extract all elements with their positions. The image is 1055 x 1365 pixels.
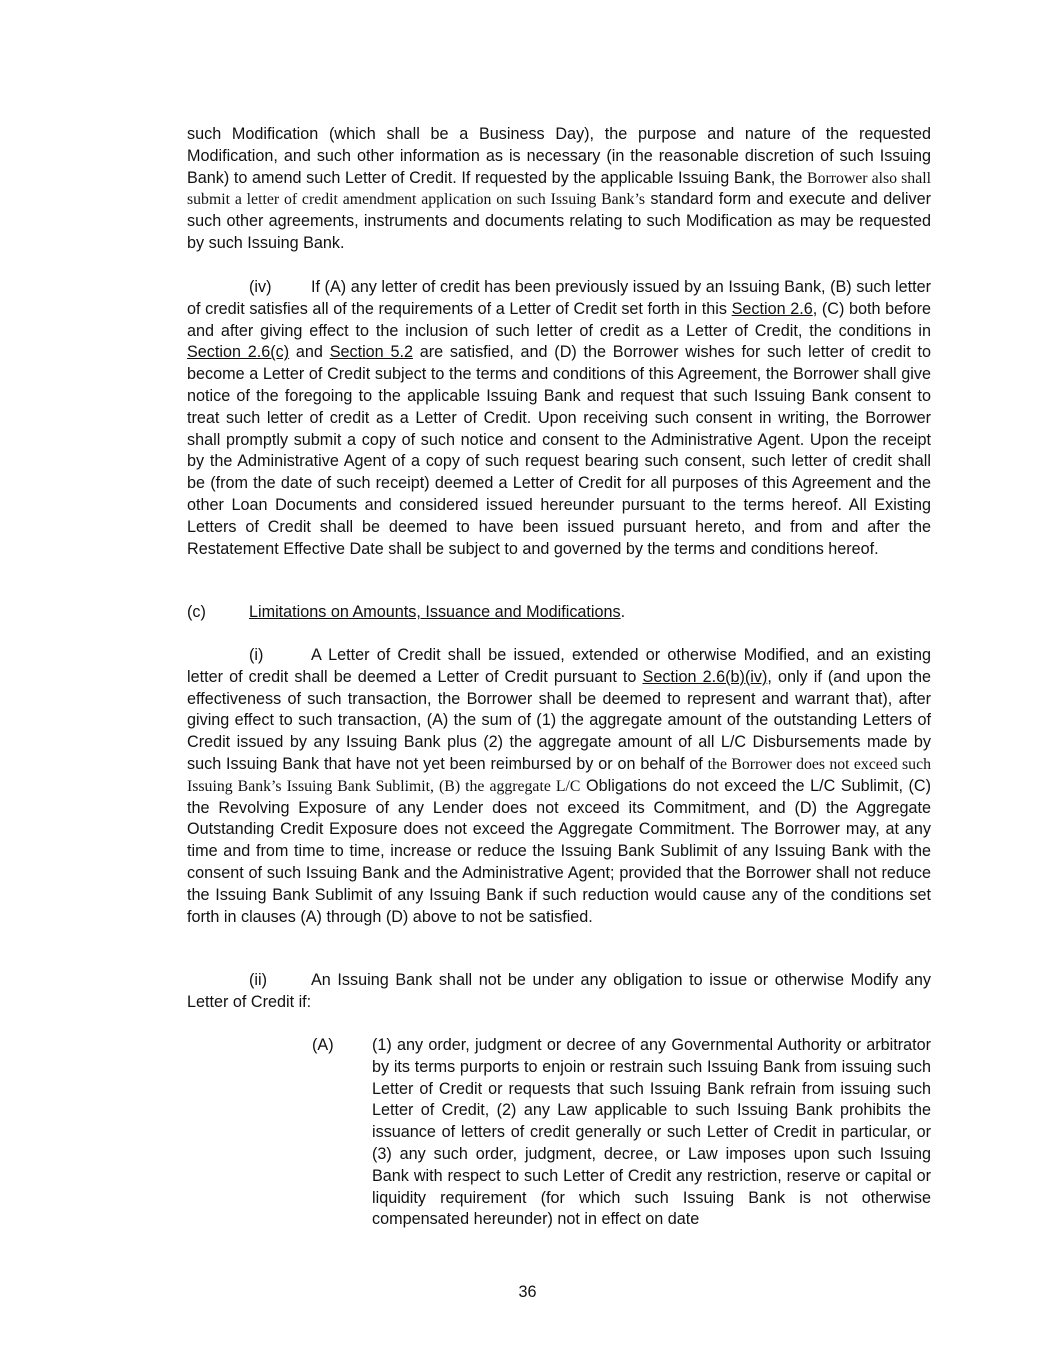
clause-number: (i)	[249, 646, 264, 664]
paragraph-text: standard form and execute and deliver such other agreements, instruments and documents relating to such Modification as may be requested by such Issuing Bank.	[187, 190, 931, 252]
paragraph-text: and	[289, 343, 330, 362]
section-reference: Section 2.6	[731, 299, 813, 318]
subclause-label: (A)	[312, 1036, 334, 1054]
paragraph-ii	[187, 970, 931, 1014]
paragraph-i	[187, 645, 931, 928]
subclause-text: (1) any order, judgment or decree of any Governmental Authority or arbitrator by its terms purports to enjoin or restrain such Issuing Bank from issuing such Letter of Credit or requests that such Issuing Bank refrain from issuing such Letter of Credit, (2) any Law applicable to such Issuing Bank prohibits the issuance of letters of credit generally or such Letter of Credit in particular, or (3) any such order, judgment, decree, or Law imposes upon such Issuing Bank with respect to such Letter of Credit any restriction, reserve or capital or liquidity requirement (for which such Issuing Bank is not otherwise compensated hereunder) not in effect on date	[372, 1036, 931, 1229]
clause-number: (ii)	[249, 971, 267, 989]
paragraph-modification-continued	[187, 124, 931, 255]
paragraph-text-serif: Borrower also shall submit a letter of credit amendment application on such Issuing Bank’s	[187, 169, 931, 209]
paragraph-text: A Letter of Credit shall be issued, extended or otherwise Modified, and an existing letter of credit shall be deemed a Letter of Credit pursuant to	[187, 646, 931, 686]
clause-number: (iv)	[249, 278, 272, 296]
paragraph-iv	[187, 277, 931, 560]
heading-c	[187, 602, 931, 624]
paragraph-text: such Modification (which shall be a Business Day), the purpose and nature of the requested Modification, and such other information as is necessary (in the reasonable discretion of such Issuing Bank) to amend such Letter of Credit. If requested by the applicable Issuing Bank, the	[187, 125, 931, 187]
paragraph-text: , (C) both before and after giving effect to the inclusion of such letter of credit as a Letter of Credit, the conditions in	[187, 299, 931, 340]
heading-punctuation: .	[620, 603, 626, 621]
section-reference: Section 5.2	[329, 343, 413, 362]
paragraph-text: If (A) any letter of credit has been previously issued by an Issuing Bank, (B) such letter of credit satisfies all of the requirements of a Letter of Credit set forth in this	[187, 278, 931, 318]
paragraph-text: are satisfied, and (D) the Borrower wishes for such letter of credit to become a Letter of Credit subject to the terms and conditions of this Agreement, the Borrower shall give notice of the foregoing to the applicable Issuing Bank and request that such Issuing Bank consent to treat such letter of credit as a Letter of Credit. Upon receiving such consent in writing, the Borrower shall promptly submit a copy of such notice and consent to the Administrative Agent. Upon the receipt by the Administrative Agent of a copy of such request bearing such consent, such letter of credit shall be (from the date of such receipt) deemed a Letter of Credit for all purposes of this Agreement and the other Loan Documents and considered issued hereunder pursuant to the terms hereof. All Existing Letters of Credit shall be deemed to have been issued pursuant hereto, and from and after the Restatement Effective Date shall be subject to and governed by the terms and conditions hereof.	[187, 343, 931, 558]
section-heading: Limitations on Amounts, Issuance and Modifications	[249, 603, 621, 621]
page-number: 36	[518, 1283, 537, 1301]
paragraph-text: An Issuing Bank shall not be under any obligation to issue or otherwise Modify any Letter of Credit if:	[187, 971, 931, 1011]
paragraph-text: Obligations do not exceed the L/C Sublimit, (C) the Revolving Exposure of any Lender does not exceed its Commitment, and (D) the Aggregate Outstanding Credit Exposure does not exceed the Aggregate Commitment. The Borrower may, at any time and from time to time, increase or reduce the Issuing Bank Sublimit of any Issuing Bank with the consent of such Issuing Bank and the Administrative Agent; provided that the Borrower shall not reduce the Issuing Bank Sublimit of any Issuing Bank if such reduction would cause any of the conditions set forth in clauses (A) through (D) above to not be satisfied.	[187, 776, 932, 926]
section-reference: Section 2.6(b)(iv)	[642, 667, 768, 686]
paragraph-text: , only if (and upon the effectiveness of such transaction, the Borrower shall be deemed to represent and warrant that), after giving effect to such transaction, (A) the sum of (1) the aggregate amount of the outstanding Letters of Credit issued by any Issuing Bank plus (2) the aggregate amount of all L/C Disbursements made by such Issuing Bank that have not yet been reimbursed by or on behalf of	[187, 667, 932, 773]
section-reference: Section 2.6(c)	[187, 343, 290, 362]
paragraph-text-serif: the Borrower does not exceed such Issuing Bank’s Issuing Bank Sublimit, (B) the aggregate L/C	[187, 755, 931, 795]
clause-number: (c)	[187, 603, 206, 621]
